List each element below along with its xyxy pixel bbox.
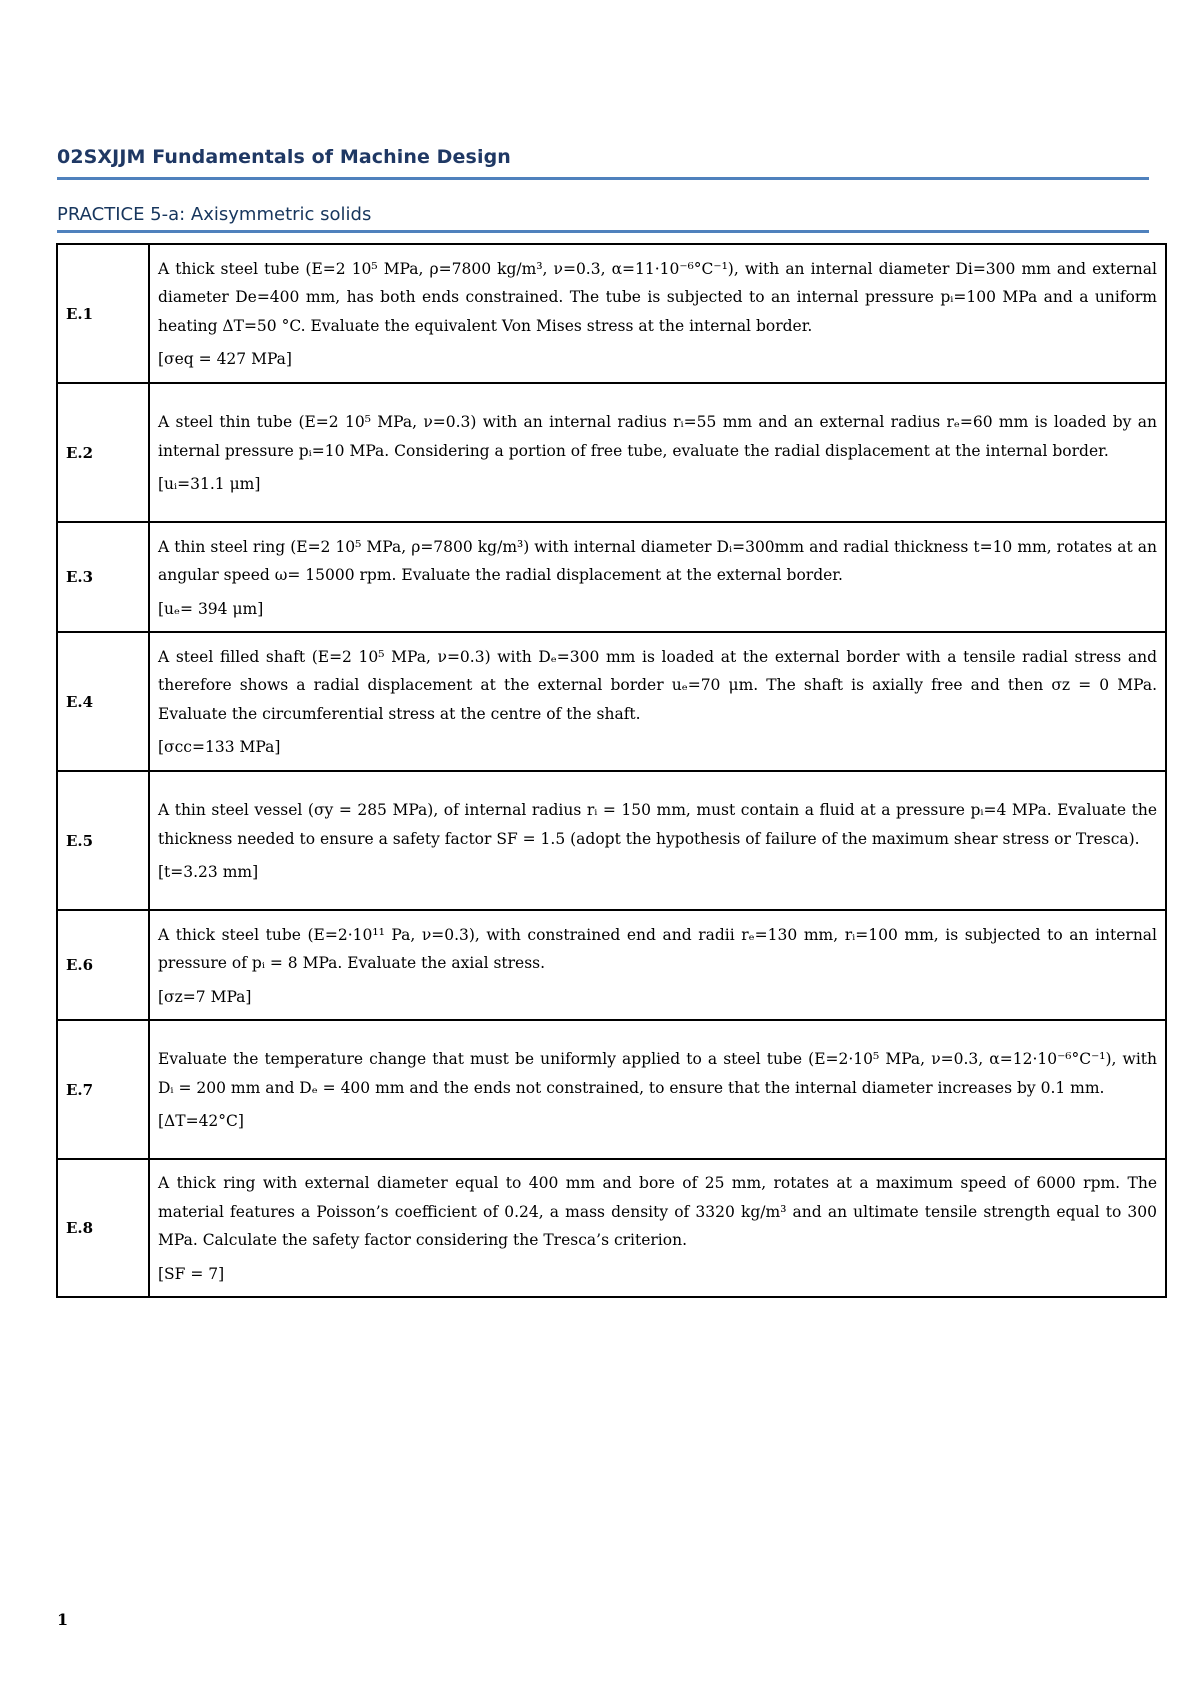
exercise-answer: [σcc=133 MPa]: [158, 738, 281, 757]
exercise-statement: A thick steel tube (E=2 10⁵ MPa, ρ=7800 kg/m³, ν=0.3, α=11·10⁻⁶°C⁻¹), with an internal diameter Di=300 mm and external diameter De=400 mm, has both ends constrained. The tube is subjected to an internal pressure pᵢ=100 MPa and a uniform heating ΔT=50 °C. Evaluate the equivalent Von Mises stress at the internal border.: [158, 259, 1157, 335]
exercise-body: [149, 632, 1166, 771]
exercise-answer: [ΔT=42°C]: [158, 1112, 244, 1130]
exercise-id: E.8: [57, 1159, 149, 1297]
exercise-body: [149, 910, 1166, 1020]
exercise-id: E.4: [57, 632, 149, 771]
exercise-answer: [σz=7 MPa]: [158, 987, 252, 1006]
exercise-row: [57, 910, 1166, 1020]
exercise-answer: [SF = 7]: [158, 1264, 225, 1283]
exercise-body: [149, 1020, 1166, 1159]
exercise-row: [57, 522, 1166, 632]
exercise-row: [57, 383, 1166, 522]
exercise-id: E.2: [57, 383, 149, 522]
exercise-answer: [σeq = 427 MPa]: [158, 350, 292, 369]
exercise-statement: A thin steel vessel (σy = 285 MPa), of internal radius rᵢ = 150 mm, must contain a fluid at a pressure pᵢ=4 MPa. Evaluate the thickness needed to ensure a safety factor SF = 1.5 (adopt the hypothesis of failure of the maximum shear stress or Tresca).: [158, 801, 1157, 848]
subheader-rule: [57, 230, 1149, 233]
exercise-row: [57, 1020, 1166, 1159]
exercise-body: [149, 1159, 1166, 1297]
exercise-id: E.7: [57, 1020, 149, 1159]
exercise-row: [57, 771, 1166, 910]
exercise-id: E.5: [57, 771, 149, 910]
page-number: 1: [57, 1610, 69, 1629]
exercise-table: [56, 243, 1167, 1298]
exercise-statement: A thick steel tube (E=2·10¹¹ Pa, ν=0.3), with constrained end and radii rₑ=130 mm, rᵢ=100 mm, is subjected to an internal pressure of pᵢ = 8 MPa. Evaluate the axial stress.: [158, 925, 1157, 972]
exercise-statement: A steel thin tube (E=2 10⁵ MPa, ν=0.3) with an internal radius rᵢ=55 mm and an external radius rₑ=60 mm is loaded by an internal pressure pᵢ=10 MPa. Considering a portion of free tube, evaluate the radial displacement at the internal border.: [158, 413, 1157, 460]
exercise-body: [149, 522, 1166, 632]
exercise-row: [57, 244, 1166, 383]
exercise-statement: A steel filled shaft (E=2 10⁵ MPa, ν=0.3) with Dₑ=300 mm is loaded at the external border with a tensile radial stress and therefore shows a radial displacement at the external border uₑ=70 μm. The shaft is axially free and then σz = 0 MPa. Evaluate the circumferential stress at the centre of the shaft.: [158, 647, 1157, 723]
exercise-statement: A thin steel ring (E=2 10⁵ MPa, ρ=7800 kg/m³) with internal diameter Dᵢ=300mm and radial thickness t=10 mm, rotates at an angular speed ω= 15000 rpm. Evaluate the radial displacement at the external border.: [158, 537, 1157, 584]
exercise-body: [149, 771, 1166, 910]
exercise-body: [149, 244, 1166, 383]
exercise-statement: Evaluate the temperature change that must be uniformly applied to a steel tube (E=2·10⁵ MPa, ν=0.3, α=12·10⁻⁶°C⁻¹), with Dᵢ = 200 mm and Dₑ = 400 mm and the ends not constrained, to ensure that the internal diameter increases by 0.1 mm.: [158, 1050, 1157, 1097]
exercise-id: E.1: [57, 244, 149, 383]
exercise-row: [57, 1159, 1166, 1297]
exercise-id: E.3: [57, 522, 149, 632]
exercise-answer: [uᵢ=31.1 μm]: [158, 475, 261, 493]
exercise-answer: [uₑ= 394 μm]: [158, 599, 264, 618]
exercise-row: [57, 632, 1166, 771]
exercise-statement: A thick ring with external diameter equal to 400 mm and bore of 25 mm, rotates at a maximum speed of 6000 rpm. The material features a Poisson’s coefficient of 0.24, a mass density of 3320 kg/m³ and an ultimate tensile strength equal to 300 MPa. Calculate the safety factor considering the Tresca’s criterion.: [158, 1174, 1157, 1250]
exercise-answer: [t=3.23 mm]: [158, 863, 259, 881]
course-title: 02SXJJM Fundamentals of Machine Design: [57, 146, 511, 168]
exercise-id: E.6: [57, 910, 149, 1020]
header-rule: [57, 177, 1149, 180]
practice-title: PRACTICE 5-a: Axisymmetric solids: [57, 204, 372, 225]
exercise-body: [149, 383, 1166, 522]
